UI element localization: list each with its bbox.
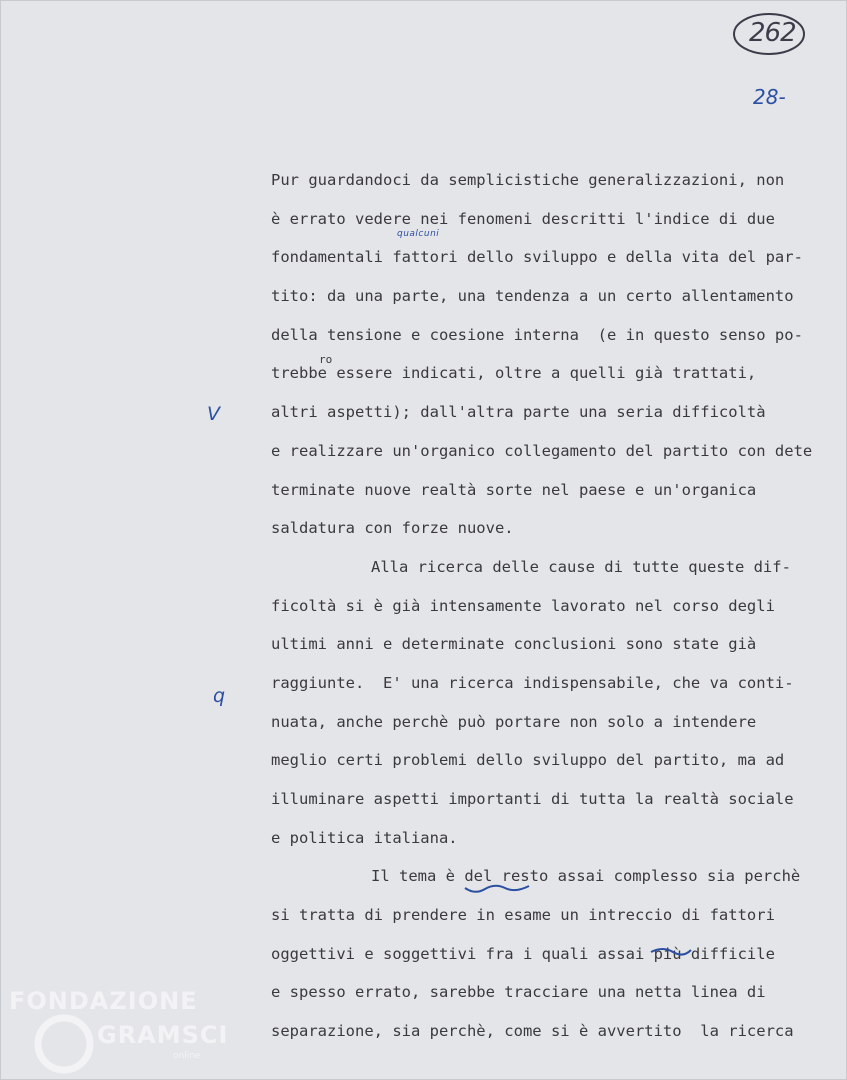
text-line: meglio certi problemi dello sviluppo del partito, ma ad: [271, 751, 785, 770]
watermark-logo-icon: [33, 1013, 95, 1075]
text-line: si tratta di prendere in esame un intreccio di fattori: [271, 906, 775, 925]
handwritten-underline-icon: [463, 881, 533, 895]
text-line: raggiunte. E' una ricerca indispensabile, che va conti-: [271, 673, 794, 692]
text-line: e realizzare un'organico collegamento del partito con dete: [271, 441, 813, 460]
watermark-logo-line2: GRAMSCI: [97, 1021, 229, 1049]
page-number: 262: [749, 18, 796, 48]
text-line: terminate nuove realtà sorte nel paese e un'organica: [271, 480, 757, 499]
text-line: Il tema è del resto assai complesso sia perchè: [371, 867, 801, 886]
handwritten-annotation: qualcuni: [397, 229, 440, 239]
paragraph-2: [271, 548, 846, 858]
typed-text: [271, 161, 846, 1051]
text-line: altri aspetti); dall'altra parte una seria difficoltà: [271, 403, 766, 422]
text-line: ultimi anni e determinate conclusioni sono state già: [271, 635, 757, 654]
text-line: saldatura con forze nuove.: [271, 519, 514, 538]
text-line: oggettivi e soggettivi fra i quali assai più difficile: [271, 944, 775, 963]
text-line: e politica italiana.: [271, 828, 458, 847]
text-line: fondamentali fattori dello sviluppo e della vita del par-: [271, 248, 803, 267]
text-line: tito: da una parte, una tendenza a un certo allentamento: [271, 287, 794, 306]
text-line: Alla ricerca delle cause di tutte queste dif-: [371, 557, 791, 576]
watermark-logo-small: online: [173, 1051, 201, 1061]
paragraph-3: [271, 857, 846, 1050]
text-line: e spesso errato, sarebbe tracciare una netta linea di: [271, 983, 766, 1002]
text-line: Pur guardandoci da semplicistiche generalizzazioni, non: [271, 171, 785, 189]
text-line: separazione, sia perchè, come si è avvertito la ricerca: [271, 1022, 794, 1041]
text-line: è errato vedere nei fenomeni descritti l'indice di due: [271, 209, 775, 228]
paragraph-1: [271, 161, 846, 548]
typed-correction: ro: [319, 353, 333, 366]
margin-mark-q: q: [213, 685, 226, 707]
folio-number: 28-: [753, 85, 786, 109]
text-line: illuminare aspetti importanti di tutta la realtà sociale: [271, 790, 794, 808]
text-line: della tensione e coesione interna (e in questo senso po-: [271, 325, 803, 344]
text-line: nuata, anche perchè può portare non solo a intendere: [271, 712, 757, 731]
text-line: ficoltà si è già intensamente lavorato nel corso degli: [271, 596, 775, 615]
margin-mark-v: V: [207, 403, 220, 425]
handwritten-strikethrough-icon: [649, 944, 693, 958]
text-line: trebbe essere indicati, oltre a quelli già trattati,: [271, 364, 757, 383]
watermark-logo-line1: FONDAZIONE: [9, 987, 198, 1015]
